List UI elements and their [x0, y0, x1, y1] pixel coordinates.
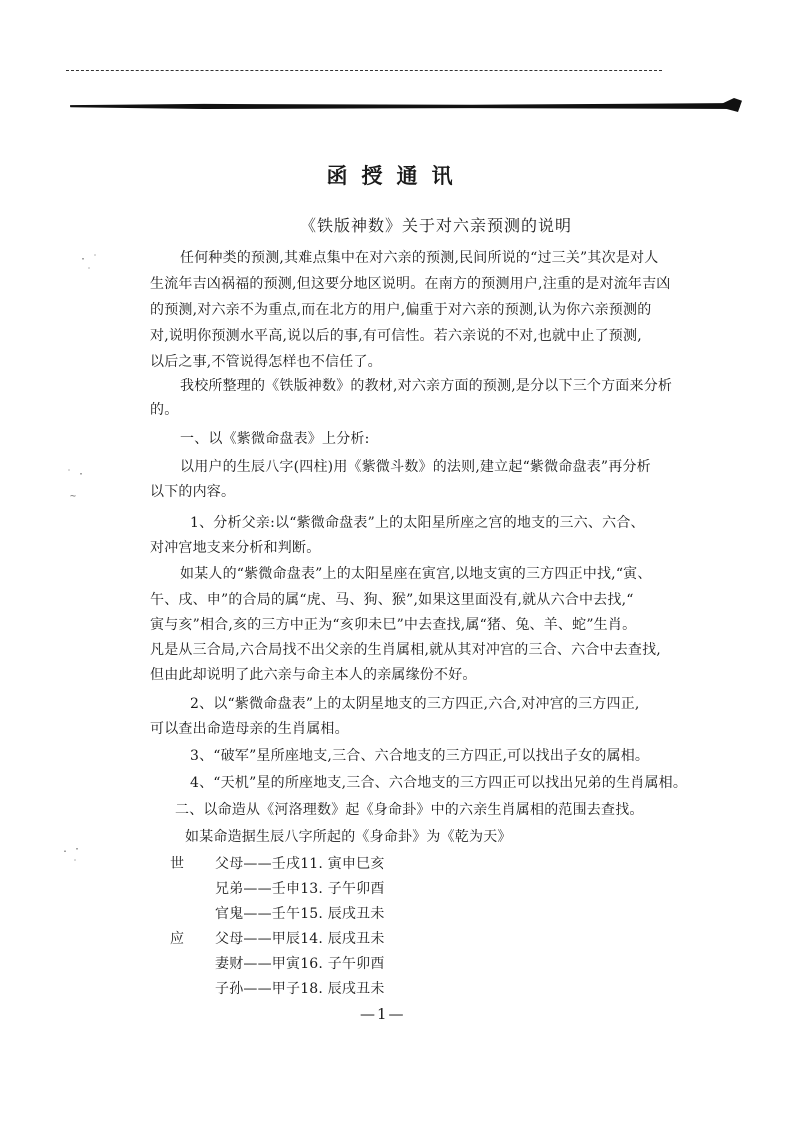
hexagram-row: 妻财——甲寅16. 子午卯酉 — [215, 956, 385, 972]
scan-speck: ˙ · — [66, 469, 85, 480]
body-line: 2、以“紫微命盘表”上的太阴星地支的三方四正,六合,对冲宫的三方四正, — [190, 696, 640, 712]
body-line: 但由此却说明了此六亲与命主本人的亲属缘份不好。 — [150, 667, 477, 683]
body-line: 4、“天机”星的所座地支,三合、六合地支的三方四正可以找出兄弟的生肖属相。 — [190, 775, 688, 791]
body-line: 任何种类的预测,其难点集中在对六亲的预测,民间所说的“过三关”其次是对人 — [180, 250, 659, 266]
hexagram-row: 官鬼——壬午15. 辰戌丑未 — [215, 906, 385, 922]
body-line: 的。 — [150, 402, 179, 418]
article-title: 《铁版神数》关于对六亲预测的说明 — [300, 216, 573, 235]
page-number: —1— — [360, 1005, 406, 1023]
top-dashed-rule — [66, 70, 662, 71]
publication-title: 函授通讯 — [326, 163, 467, 188]
body-line: 3、“破军”星所座地支,三合、六合地支的三方四正,可以找出子女的属相。 — [190, 748, 650, 764]
header-thick-rule — [70, 103, 740, 109]
hexagram-marker-shi: 世 — [170, 856, 185, 872]
body-line: 对,说明你预测水平高,说以后的事,有可信性。若六亲说的不对,也就中止了预测, — [150, 328, 642, 344]
body-line: 如某人的“紫微命盘表”上的太阳星座在寅宫,以地支寅的三方四正中找,“寅、 — [180, 566, 652, 582]
scan-speck: · ˙ — [80, 254, 99, 265]
body-line: 我校所整理的《铁版神数》的教材,对六亲方面的预测,是分以下三个方面来分析 — [180, 378, 673, 394]
body-line: 寅与亥”相合,亥的三方中正为“亥卯未巳”中去查找,属“猪、兔、羊、蛇”生肖。 — [150, 617, 637, 633]
body-line: 可以查出命造母亲的生肖属相。 — [150, 721, 349, 737]
body-line: 对冲宫地支来分析和判断。 — [150, 540, 321, 556]
section-heading: 一、以《紫微命盘表》上分析: — [180, 431, 370, 447]
body-line: 午、戌、申”的合局的属“虎、马、狗、猴”,如果这里面没有,就从六合中去找,“ — [150, 592, 634, 608]
hexagram-row: 父母——甲辰14. 辰戌丑未 — [215, 931, 385, 947]
scan-speck: ~ — [70, 491, 77, 502]
body-line: 生流年吉凶祸福的预测,但这要分地区说明。在南方的预测用户,注重的是对流年吉凶 — [150, 276, 671, 292]
body-line: 的预测,对六亲不为重点,而在北方的用户,偏重于对六亲的预测,认为你六亲预测的 — [150, 302, 652, 318]
hexagram-marker-ying: 应 — [170, 931, 185, 947]
scan-speck: ˙ — [72, 859, 79, 870]
section-heading: 二、以命造从《河洛理数》起《身命卦》中的六亲生肖属相的范围去查找。 — [175, 802, 644, 818]
scan-speck: . · — [62, 844, 81, 855]
body-line: 以后之事,不管说得怎样也不信任了。 — [150, 354, 382, 370]
hexagram-row: 父母——壬戌11. 寅申巳亥 — [215, 856, 385, 872]
hexagram-row: 兄弟——壬申13. 子午卯酉 — [215, 881, 385, 897]
body-line: 1、分析父亲:以“紫微命盘表”上的太阳星所座之宫的地支的三六、六合、 — [190, 515, 645, 531]
body-line: 凡是从三合局,六合局找不出父亲的生肖属相,就从其对冲宫的三合、六合中去查找, — [150, 642, 661, 658]
hexagram-row: 子孙——甲子18. 辰戌丑未 — [215, 981, 385, 997]
body-line: 以用户的生辰八字(四柱)用《紫微斗数》的法则,建立起“紫微命盘表”再分析 — [180, 459, 651, 475]
body-line: 如某命造据生辰八字所起的《身命卦》为《乾为天》 — [185, 829, 512, 845]
body-line: 以下的内容。 — [150, 484, 236, 500]
scan-speck: ˙ — [86, 267, 93, 278]
header-rule-ornament — [722, 98, 742, 112]
